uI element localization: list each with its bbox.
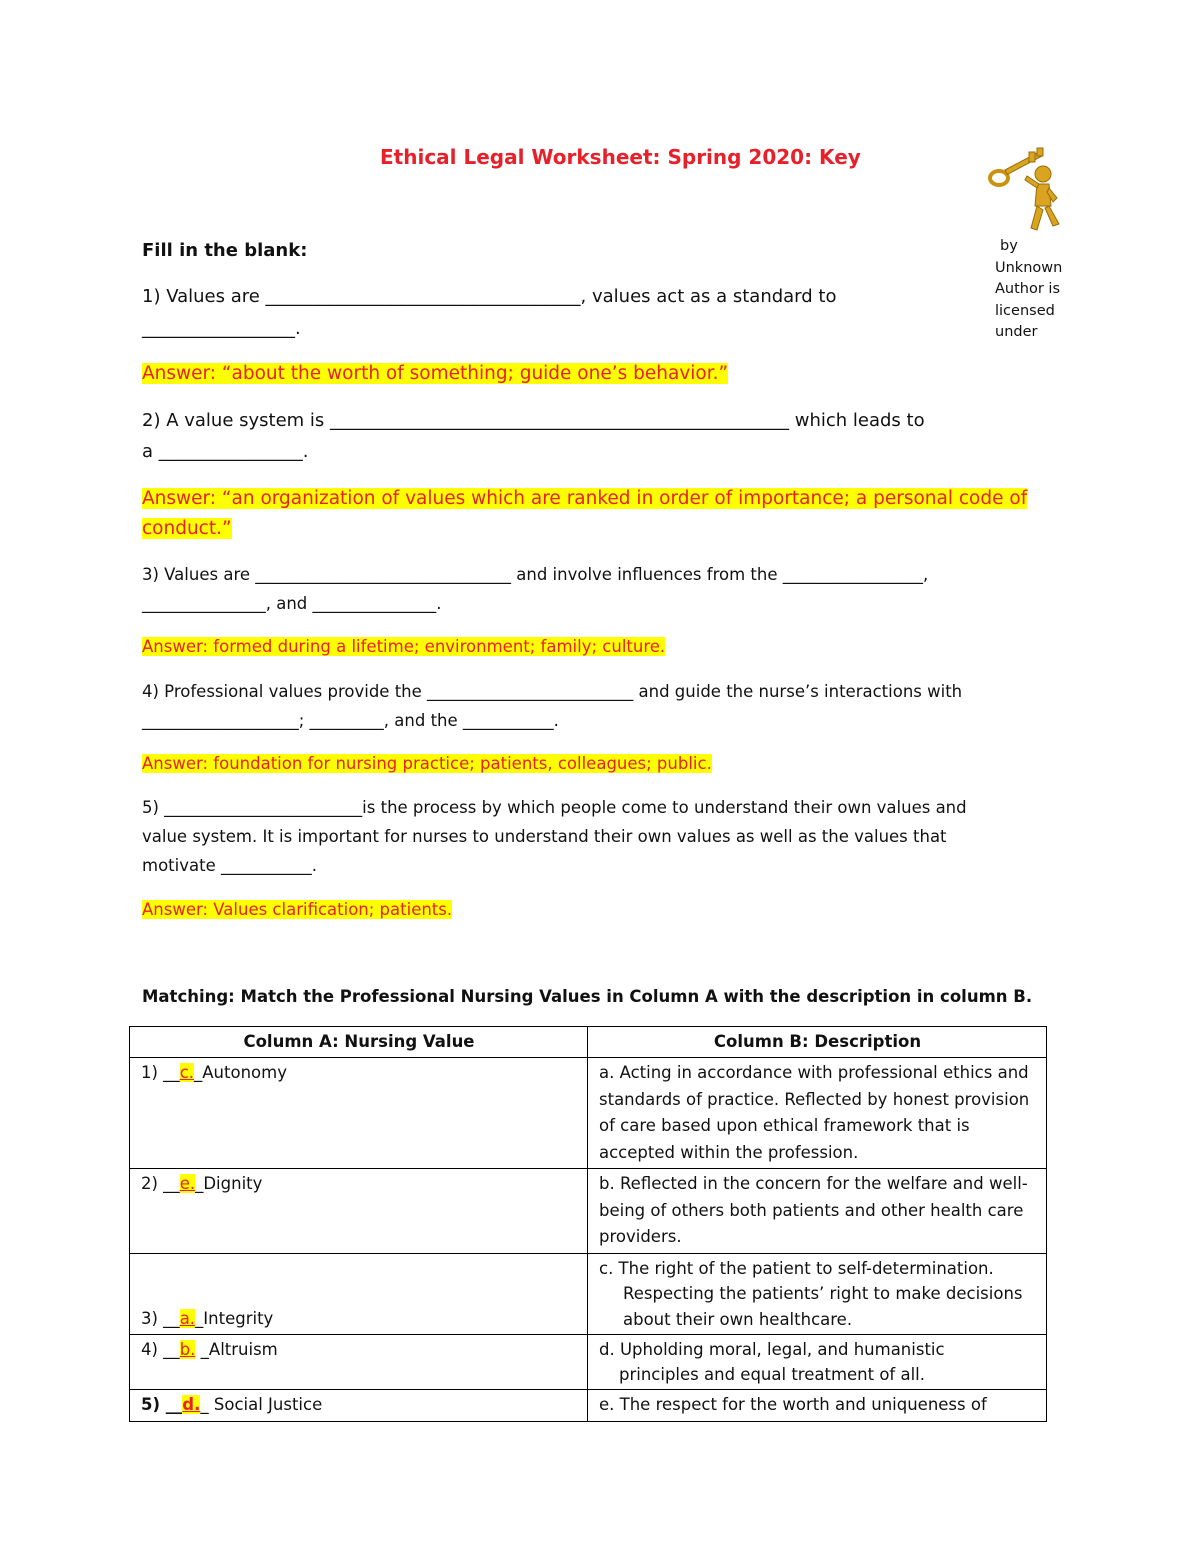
nursing-value-cell: 2) __e._Dignity (130, 1169, 588, 1254)
description-cell: a. Acting in accordance with professional ethics and standards of practice. Reflected by honest provision of care based upon ethical framework that is accepted within the profession. (588, 1058, 1047, 1169)
question-3-line-2: _______________, and _______________. (142, 594, 442, 613)
description-cell: e. The respect for the worth and uniqueness of (588, 1390, 1047, 1422)
question-3-answer: Answer: formed during a lifetime; environment; family; culture. (142, 637, 666, 656)
question-1-answer: Answer: “about the worth of something; guide one’s behavior.” (142, 363, 729, 384)
page-title: Ethical Legal Worksheet: Spring 2020: Key (380, 145, 861, 169)
question-2-line-1: 2) A value system is ___________________________________________________ which leads to (142, 410, 925, 431)
description-cell: b. Reflected in the concern for the welfare and well-being of others both patients and other health care providers. (588, 1169, 1047, 1254)
description-cell: c. The right of the patient to self-determination. Respecting the patients’ right to make decisions about their own healthcare. (588, 1253, 1047, 1335)
column-b-header: Column B: Description (588, 1027, 1047, 1058)
table-row (130, 1390, 1047, 1422)
question-1-line-2: _________________. (142, 318, 301, 339)
nursing-value-cell: 1) __c._Autonomy (130, 1058, 588, 1169)
matching-heading: Matching: Match the Professional Nursing Values in Column A with the description in column B. (142, 987, 1033, 1006)
question-4-line-2: ___________________; _________, and the ___________. (142, 711, 559, 730)
table-header-row (130, 1027, 1047, 1058)
fill-in-heading: Fill in the blank: (142, 240, 308, 261)
table-row (130, 1058, 1047, 1169)
image-attribution: by Unknown Author is licensed under (995, 238, 1063, 340)
nursing-value-cell: 5) __d._ Social Justice (130, 1390, 588, 1422)
question-4-line-1: 4) Professional values provide the _________________________ and guide the nurse’s interactions with (142, 682, 963, 701)
question-5-line-2: value system. It is important for nurses to understand their own values as well as the values that (142, 827, 947, 846)
nursing-value-cell: 3) __a._Integrity (130, 1253, 588, 1335)
golden-figure-key-icon (985, 140, 1070, 235)
table-row (130, 1253, 1047, 1335)
answer-letter: b. (179, 1340, 196, 1359)
question-2-line-2: a ________________. (142, 441, 309, 462)
question-5-answer: Answer: Values clarification; patients. (142, 900, 453, 919)
answer-letter: e. (179, 1174, 196, 1193)
answer-letter: a. (179, 1308, 196, 1328)
answer-letter: c. (179, 1063, 195, 1082)
question-3-line-1: 3) Values are _______________________________ and involve influences from the _________________, (142, 565, 929, 584)
table-row (130, 1335, 1047, 1390)
table-row (130, 1169, 1047, 1254)
column-a-header: Column A: Nursing Value (130, 1027, 588, 1058)
description-cell: d. Upholding moral, legal, and humanistic principles and equal treatment of all. (588, 1335, 1047, 1390)
answer-letter: d. (182, 1395, 201, 1414)
matching-table (129, 1026, 1047, 1422)
question-4-answer: Answer: foundation for nursing practice; patients, colleagues; public. (142, 754, 712, 773)
question-2-answer-line-2: conduct.” (142, 518, 232, 539)
question-1-line-1: 1) Values are ___________________________________, values act as a standard to (142, 286, 837, 307)
nursing-value-cell: 4) __b. _Altruism (130, 1335, 588, 1390)
question-5-line-3: motivate ___________. (142, 856, 317, 875)
question-2-answer-line-1: Answer: “an organization of values which are ranked in order of importance; a personal code of (142, 488, 1028, 509)
question-5-line-1: 5) ________________________is the process by which people come to understand their own values and (142, 798, 967, 817)
